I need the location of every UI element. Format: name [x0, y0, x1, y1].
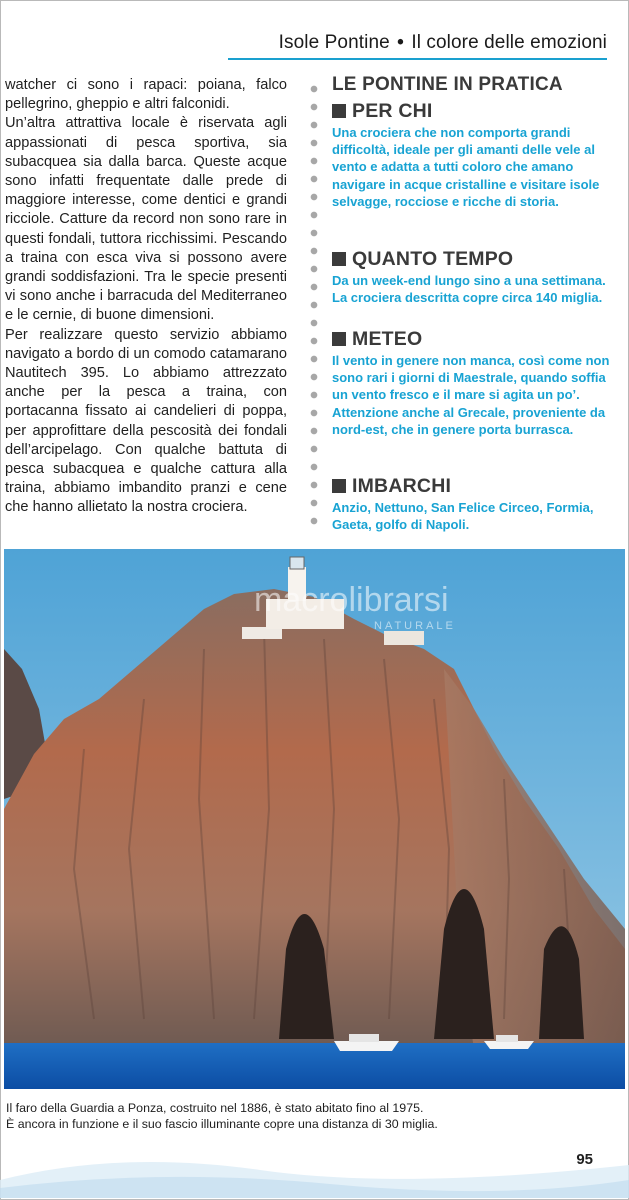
decorative-wave: [0, 1140, 629, 1198]
header-right: Il colore delle emozioni: [411, 32, 607, 53]
watermark: macrolibrarsi: [254, 581, 449, 619]
section-heading: METEO: [352, 327, 423, 350]
paragraph-1: watcher ci sono i rapaci: poiana, falco pellegrino, gheppio e altri falconidi.: [5, 77, 287, 113]
practica-title: LE PONTINE IN PRATICA: [332, 74, 563, 95]
lighthouse-lantern: [290, 557, 304, 569]
section-quanto-tempo: [332, 247, 617, 306]
watermark-sub: NATURALE: [374, 620, 456, 632]
dotted-rule: [308, 80, 320, 530]
square-bullet-icon: [332, 104, 346, 118]
running-header: [228, 28, 607, 60]
article-body: [5, 76, 287, 518]
section-heading: PER CHI: [352, 99, 433, 122]
section-heading: IMBARCHI: [352, 474, 452, 497]
caption-line: È ancora in funzione e il suo fascio illuminante copre una distanza di 30 miglia.: [6, 1117, 438, 1131]
header-separator: •: [397, 32, 404, 53]
header-left: Isole Pontine: [278, 32, 390, 53]
section-text: Il vento in genere non manca, così come non sono rari i giorni di Maestrale, quando soffia un vento fresco e il mare si agita un po’. Attenzione anche al Grecale, proveniente da nord-est, che in genere porta burrasca.: [332, 353, 610, 437]
paragraph-2: Un’altra attrattiva locale è riservata agli appassionati di pesca sportiva, sia subacquea sia dalla barca. Queste acque sono infatti frequentate dalle prede di maggiore interesse, come dentici e grandi ricciole. Catture da record non sono rare in questi fondali, tuttora ricchissimi. Pescando a traina con esca viva si possono avere grandi soddisfazioni. Tra le specie presenti vi sono anche i barracuda del Mediterraneo e le cernie, di buone dimensioni.: [5, 115, 287, 324]
caption-line: Il faro della Guardia a Ponza, costruito nel 1886, è stato abitato fino al 1975.: [6, 1101, 424, 1115]
paragraph-3: Per realizzare questo servizio abbiamo navigato a bordo di un comodo catamarano Nautitech 395. Lo abbiamo attrezzato anche per la pesca a traina, con portacanna fissato ai candelieri di poppa, per approfittare della pescosità dei fondali dell’arcipelago. Con qualche battuta di pesca subacquea e qualche cattura alla traina, abbiamo imbandito pranzi e cene che hanno allietato la nostra crociera.: [5, 326, 287, 516]
section-imbarchi: [332, 474, 617, 533]
lighthouse-photo: [4, 549, 625, 1089]
section-heading: QUANTO TEMPO: [352, 247, 514, 270]
sea: [4, 1043, 625, 1089]
square-bullet-icon: [332, 332, 346, 346]
section-meteo: [332, 327, 617, 438]
section-text: Una crociera che non comporta grandi difficoltà, ideale per gli amanti delle vele al vento e adatta a tutti coloro che amano navigare in acque cristalline e visitare isole selvagge, rocciose e ricche di storia.: [332, 125, 600, 209]
outbuilding: [384, 631, 424, 645]
page-number: 95: [576, 1151, 593, 1168]
section-per-chi: [332, 99, 617, 210]
section-text: Da un week-end lungo sino a una settimana. La crociera descritta copre circa 140 miglia.: [332, 273, 606, 306]
section-text: Anzio, Nettuno, San Felice Circeo, Formia, Gaeta, golfo di Napoli.: [332, 500, 594, 533]
photo-caption: [6, 1100, 606, 1132]
square-bullet-icon: [332, 252, 346, 266]
square-bullet-icon: [332, 479, 346, 493]
